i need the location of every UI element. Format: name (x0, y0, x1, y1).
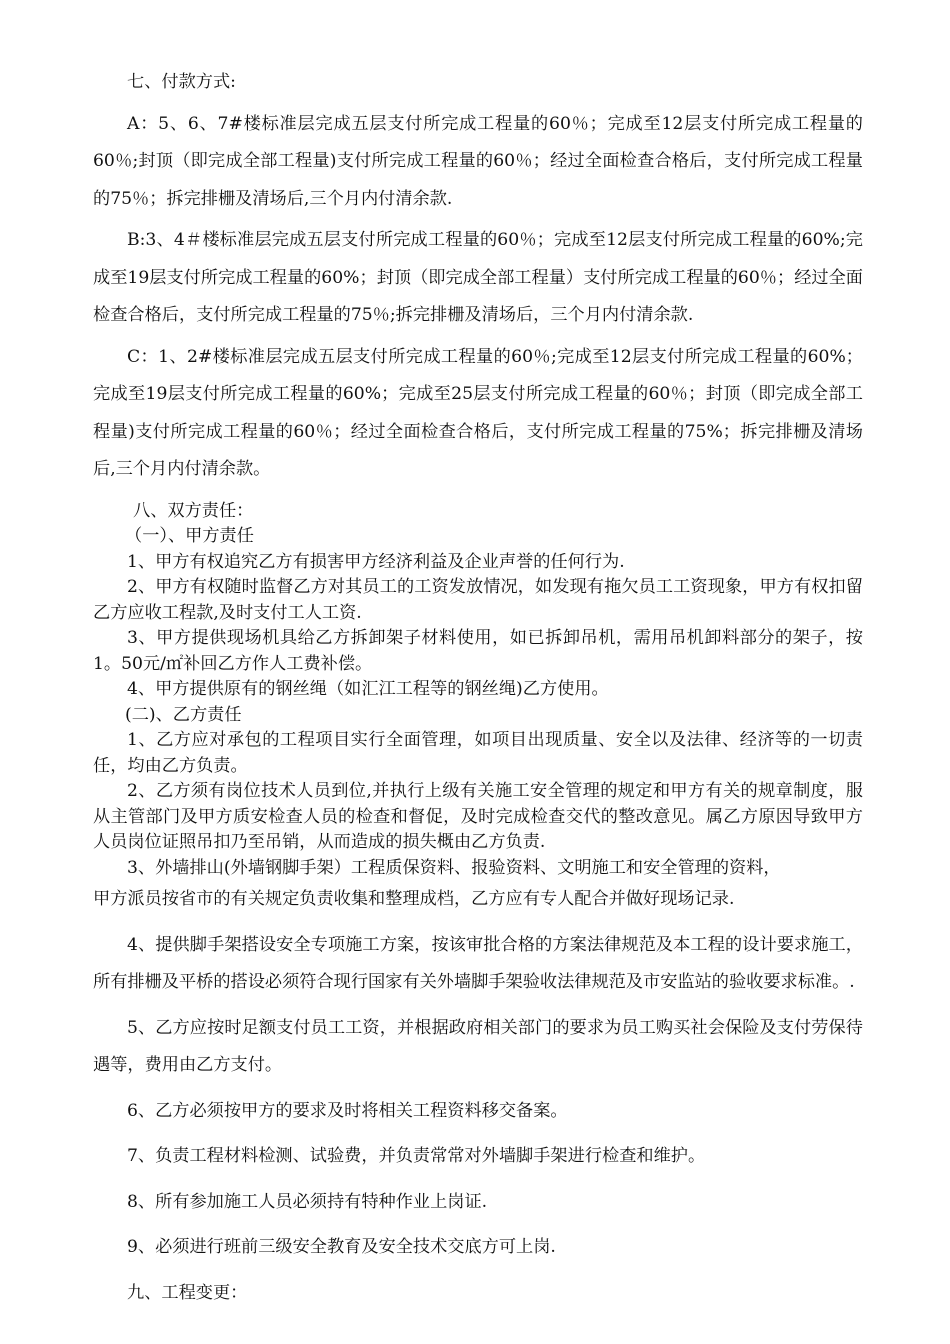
party-b-item-9: 9、必须进行班前三级安全教育及安全技术交底方可上岗. (127, 1237, 556, 1257)
party-b-item-4: 4、提供脚手架搭设安全专项施工方案，按该审批合格的方案法律规范及本工程的设计要求施工，所有排栅及平桥的搭设必须符合现行国家有关外墙脚手架验收法律规范及市安监站的验收要求标准。. (93, 934, 863, 992)
party-a-item-4: 4、甲方提供原有的钢丝绳（如汇江工程等的钢丝绳)乙方使用。 (127, 679, 609, 699)
section-8-heading: 八、双方责任： (133, 500, 254, 521)
party-b-item-3-line-1: 3、外墙排山(外墙钢脚手架）工程质保资料、报验资料、文明施工和安全管理的资料， (127, 857, 781, 878)
party-b-item-2: 2、乙方须有岗位技术人员到位,并执行上级有关施工安全管理的规定和甲方有关的规章制度，服从主管部门及甲方质安检查人员的检查和督促，及时完成检查交代的整改意见。属乙方原因导致甲方人员岗位证照吊扣乃至吊销，从而造成的损失概由乙方负责. (93, 781, 863, 852)
party-b-item-6: 6、乙方必须按甲方的要求及时将相关工程资料移交备案。 (127, 1100, 568, 1121)
party-a-item-2: 2、甲方有权随时监督乙方对其员工的工资发放情况，如发现有拖欠员工工资现象，甲方有权扣留乙方应收工程款,及时支付工人工资. (93, 577, 863, 623)
party-a-item-3: 3、甲方提供现场机具给乙方拆卸架子材料使用，如已拆卸吊机，需用吊机卸料部分的架子，按1。50元/㎡补回乙方作人工费补偿。 (93, 628, 863, 674)
party-a-item-1: 1、甲方有权追究乙方有损害甲方经济利益及企业声誉的任何行为. (127, 551, 625, 572)
payment-term-a: A：5、6、7#楼标准层完成五层支付所完成工程量的60％；完成至12层支付所完成工程量的60％;封顶（即完成全部工程量)支付所完成工程量的60％；经过全面检查合格后，支付所完成工程量的75％；拆完排栅及清场后,三个月内付清余款. (93, 113, 863, 209)
party-b-heading: (二)、乙方责任 (125, 704, 242, 725)
document-page (93, 64, 863, 1312)
party-a-heading: （一）、甲方责任 (125, 526, 254, 546)
payment-term-b: B:3、4＃楼标准层完成五层支付所完成工程量的60％；完成至12层支付所完成工程量的60%;完成至19层支付所完成工程量的60%；封顶（即完成全部工程量）支付所完成工程量的60％；经过全面检查合格后，支付所完成工程量的75％;拆完排栅及清场后，三个月内付清余款. (93, 230, 863, 325)
party-b-item-3-line-2: 甲方派员按省市的有关规定负责收集和整理成档，乙方应有专人配合并做好现场记录. (93, 889, 735, 909)
payment-term-c: C：1、2#楼标准层完成五层支付所完成工程量的60％;完成至12层支付所完成工程量的60%；完成至19层支付所完成工程量的60%；完成至25层支付所完成工程量的60％；封顶（即完成全部工程量)支付所完成工程量的60％；经过全面检查合格后，支付所完成工程量的75%；拆完排栅及清场后,三个月内付清余款。 (93, 346, 863, 479)
party-b-item-1: 1、乙方应对承包的工程项目实行全面管理，如项目出现质量、安全以及法律、经济等的一切责任，均由乙方负责。 (93, 730, 863, 776)
party-b-item-5: 5、乙方应按时足额支付员工工资，并根据政府相关部门的要求为员工购买社会保险及支付劳保待遇等，费用由乙方支付。 (93, 1017, 863, 1075)
section-9-heading: 九、工程变更： (127, 1282, 248, 1303)
party-b-item-8: 8、所有参加施工人员必须持有特种作业上岗证. (127, 1191, 488, 1212)
party-b-item-7: 7、负责工程材料检测、试验费，并负责常常对外墙脚手架进行检查和维护。 (127, 1146, 706, 1166)
section-7-heading: 七、付款方式: (127, 72, 236, 92)
